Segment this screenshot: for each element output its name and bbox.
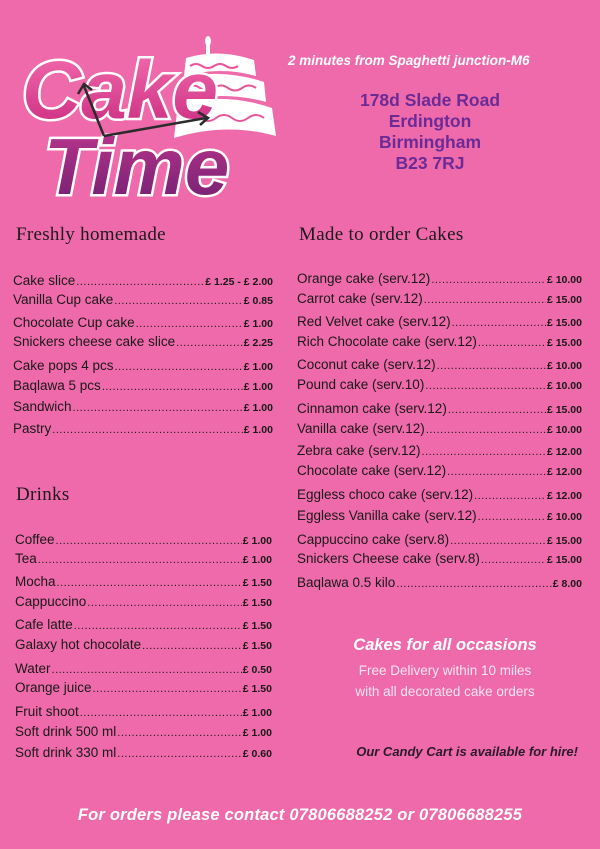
menu-item-price: £ 1.00 [243, 402, 273, 414]
menu-item [297, 401, 582, 416]
menu-item [13, 273, 273, 288]
drinks-section-title: Drinks [16, 484, 70, 505]
cake-time-logo [14, 18, 286, 200]
dot-leader [424, 295, 546, 306]
dot-leader [450, 536, 546, 547]
menu-item [297, 421, 582, 436]
menu-item-price: £ 15.00 [546, 554, 582, 566]
candy-cart-notice: Our Candy Cart is available for hire! [356, 744, 578, 759]
dot-leader [448, 405, 546, 416]
menu-item-name: Cake slice [13, 273, 76, 288]
menu-item-price: £ 1.00 [243, 381, 273, 393]
menu-item-price: £ 1.50 [242, 620, 272, 632]
menu-item-price: £ 0.50 [242, 664, 272, 676]
menu-item [13, 315, 273, 330]
menu-item-name: Orange juice [15, 680, 92, 695]
menu-item [15, 637, 272, 652]
menu-item [297, 443, 582, 458]
menu-item-price: £ 0.85 [243, 295, 273, 307]
menu-item-name: Baqlawa 5 pcs [13, 378, 101, 393]
dot-leader [74, 621, 242, 632]
contact-footer: For orders please contact 07806688252 or 07806688255 [77, 806, 523, 824]
menu-item [297, 463, 582, 478]
menu-item-name: Vanilla cake (serv.12) [297, 421, 425, 436]
menu-item [15, 680, 272, 695]
menu-item-price: £ 10.00 [546, 274, 582, 286]
dot-leader [422, 447, 546, 458]
dot-leader [57, 578, 242, 589]
occasions-promo [320, 636, 570, 702]
menu-item-name: Sandwich [13, 399, 72, 414]
dot-leader [87, 598, 242, 609]
menu-item [13, 358, 273, 373]
delivery-line: Free Delivery within 10 miles [358, 663, 532, 678]
homemade-section-title: Freshly homemade [16, 224, 166, 245]
dot-leader [452, 318, 546, 329]
menu-item [13, 292, 273, 307]
menu-item [15, 745, 272, 760]
menu-item-price: £ 10.00 [546, 380, 582, 392]
occasions-headline: Cakes for all occasions [353, 636, 537, 654]
menu-item-price: £ 1.00 [243, 424, 273, 436]
dot-leader [478, 338, 546, 349]
dot-leader [117, 749, 242, 760]
menu-item-name: Pastry [13, 421, 52, 436]
menu-item-price: £ 15.00 [546, 294, 582, 306]
menu-item [15, 532, 272, 547]
dot-leader [80, 708, 242, 719]
menu-item-name: Eggless choco cake (serv.12) [297, 487, 474, 502]
menu-item [297, 508, 582, 523]
delivery-line: with all decorated cake orders [355, 684, 535, 699]
menu-item-name: Vanilla Cup cake [13, 292, 114, 307]
address-block [315, 90, 545, 174]
dot-leader [396, 579, 551, 590]
menu-item [13, 378, 273, 393]
menu-item-price: £ 1.00 [242, 707, 272, 719]
menu-item-name: Coconut cake (serv.12) [297, 357, 436, 372]
menu-item-price: £ 8.00 [552, 578, 582, 590]
menu-item-name: Tea [15, 551, 37, 566]
menu-item [297, 551, 582, 566]
menu-item-name: Zebra cake (serv.12) [297, 443, 421, 458]
dot-leader [102, 382, 243, 393]
menu-item-price: £ 1.50 [242, 597, 272, 609]
dot-leader [76, 277, 204, 288]
menu-item-price: £ 15.00 [546, 317, 582, 329]
dot-leader [115, 362, 243, 373]
logo-word-cake: Cake [22, 45, 219, 136]
menu-item-name: Rich Chocolate cake (serv.12) [297, 334, 477, 349]
menu-item [297, 575, 582, 590]
menu-item-name: Orange cake (serv.12) [297, 271, 431, 286]
menu-item-name: Pound cake (serv.10) [297, 377, 425, 392]
order-cakes-section-title: Made to order Cakes [299, 224, 464, 245]
menu-item-price: £ 2.25 [243, 337, 273, 349]
dot-leader [52, 425, 243, 436]
menu-item-price: £ 10.00 [546, 360, 582, 372]
dot-leader [52, 665, 242, 676]
location-tagline: 2 minutes from Spaghetti junction-M6 [288, 53, 530, 68]
menu-item-price: £ 1.50 [242, 577, 272, 589]
menu-item [13, 421, 273, 436]
menu-item-price: £ 1.25 - £ 2.00 [205, 276, 273, 288]
menu-item-name: Cappuccino cake (serv.8) [297, 532, 450, 547]
dot-leader [38, 555, 242, 566]
menu-item-name: Snickers Cheese cake (serv.8) [297, 551, 480, 566]
menu-item [15, 661, 272, 676]
menu-item-name: Fruit shoot [15, 704, 79, 719]
menu-item-price: £ 15.00 [546, 337, 582, 349]
dot-leader [447, 467, 546, 478]
menu-item-price: £ 0.60 [242, 748, 272, 760]
dot-leader [56, 536, 242, 547]
dot-leader [117, 728, 242, 739]
logo-artwork [14, 18, 286, 200]
menu-item-name: Chocolate Cup cake [13, 315, 135, 330]
menu-item-price: £ 15.00 [546, 404, 582, 416]
address-line: B23 7RJ [395, 153, 465, 173]
menu-item [15, 724, 272, 739]
address-line: Erdington [388, 111, 472, 131]
dot-leader [73, 403, 243, 414]
menu-item-name: Water [15, 661, 51, 676]
dot-leader [114, 296, 242, 307]
menu-item-price: £ 1.50 [242, 640, 272, 652]
menu-item-name: Mocha [15, 574, 56, 589]
menu-item [297, 357, 582, 372]
address-line: 178d Slade Road [359, 90, 501, 110]
menu-item [15, 574, 272, 589]
menu-item [297, 334, 582, 349]
address-line: Birmingham [378, 132, 482, 152]
dot-leader [176, 338, 243, 349]
dot-leader [142, 641, 242, 652]
dot-leader [136, 319, 243, 330]
menu-item-name: Cafe latte [15, 617, 73, 632]
menu-item-name: Chocolate cake (serv.12) [297, 463, 447, 478]
menu-item [15, 594, 272, 609]
dot-leader [93, 684, 242, 695]
menu-item-name: Cappuccino [15, 594, 87, 609]
menu-item [297, 377, 582, 392]
menu-item-name: Cake pops 4 pcs [13, 358, 114, 373]
menu-item [297, 291, 582, 306]
menu-item [15, 551, 272, 566]
menu-item-price: £ 1.00 [243, 361, 273, 373]
menu-item-price: £ 1.00 [242, 727, 272, 739]
menu-item [15, 617, 272, 632]
menu-item-price: £ 1.00 [243, 318, 273, 330]
dot-leader [431, 275, 546, 286]
dot-leader [425, 381, 546, 392]
menu-item [13, 334, 273, 349]
logo-word-time: Time [44, 122, 230, 200]
menu-item-name: Baqlawa 0.5 kilo [297, 575, 396, 590]
dot-leader [426, 425, 546, 436]
menu-item [297, 314, 582, 329]
menu-item-price: £ 1.50 [242, 683, 272, 695]
menu-item-name: Coffee [15, 532, 55, 547]
menu-item-name: Soft drink 330 ml [15, 745, 117, 760]
menu-item [15, 704, 272, 719]
menu-item [297, 532, 582, 547]
menu-item-price: £ 12.00 [546, 466, 582, 478]
menu-item [297, 271, 582, 286]
menu-item-price: £ 12.00 [546, 446, 582, 458]
dot-leader [437, 361, 546, 372]
menu-item-name: Galaxy hot chocolate [15, 637, 142, 652]
menu-item-price: £ 12.00 [546, 490, 582, 502]
dot-leader [481, 555, 546, 566]
menu-item-price: £ 1.00 [242, 535, 272, 547]
menu-item-price: £ 10.00 [546, 511, 582, 523]
menu-item-name: Snickers cheese cake slice [13, 334, 176, 349]
menu-item-name: Red Velvet cake (serv.12) [297, 314, 451, 329]
menu-item-name: Cinnamon cake (serv.12) [297, 401, 447, 416]
menu-item-price: £ 1.00 [242, 554, 272, 566]
dot-leader [478, 512, 546, 523]
menu-item-price: £ 10.00 [546, 424, 582, 436]
menu-item [297, 487, 582, 502]
menu-item-name: Carrot cake (serv.12) [297, 291, 423, 306]
menu-item-price: £ 15.00 [546, 535, 582, 547]
menu-item [13, 399, 273, 414]
menu-item-name: Soft drink 500 ml [15, 724, 117, 739]
dot-leader [474, 491, 546, 502]
menu-item-name: Eggless Vanilla cake (serv.12) [297, 508, 477, 523]
